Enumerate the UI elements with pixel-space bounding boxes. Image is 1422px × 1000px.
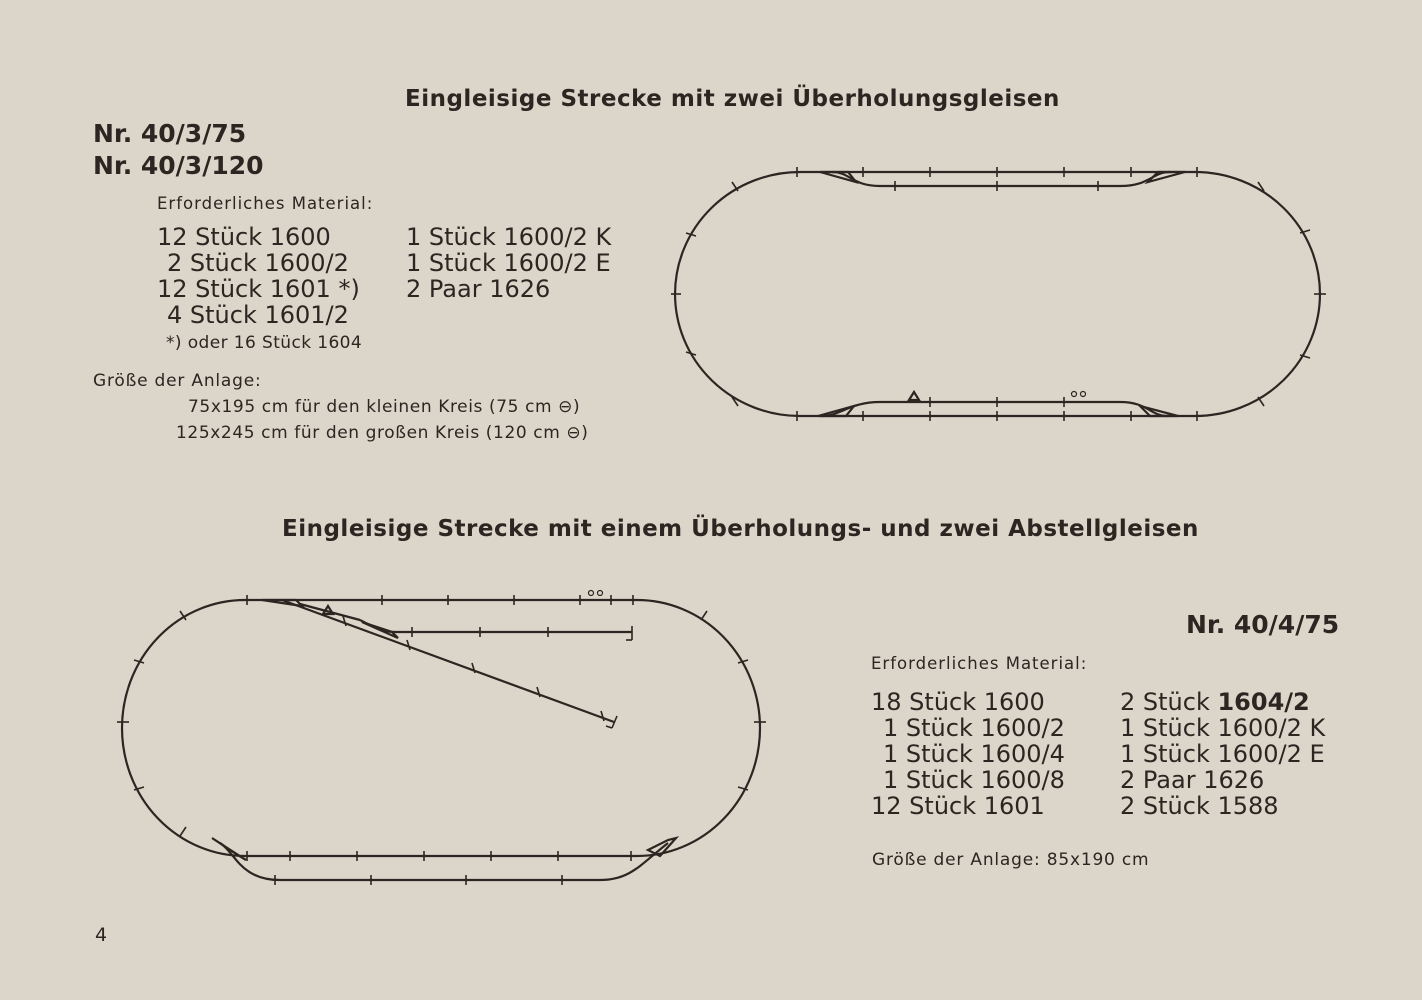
- material-item: 2 Stück 1604/2: [1120, 688, 1310, 716]
- material-item: 18 Stück 1600: [871, 688, 1045, 716]
- section2-nr: Nr. 40/4/75: [1186, 610, 1340, 639]
- material-item: 1 Stück 1600/2: [883, 714, 1065, 742]
- layout2-switch-bl: [212, 838, 246, 860]
- section2-material-label: Erforderliches Material:: [871, 654, 1088, 673]
- track-layout-1: [671, 167, 1326, 421]
- track-layout-2: [117, 591, 766, 886]
- material-item: 1 Stück 1600/4: [883, 740, 1065, 768]
- material-item: 2 Stück 1600/2: [167, 249, 349, 277]
- section1-nr-120: Nr. 40/3/120: [93, 151, 264, 180]
- page-number: 4: [95, 924, 108, 946]
- layout2-joints: [117, 595, 766, 885]
- material-item: 2 Paar 1626: [1120, 766, 1265, 794]
- layout2-contact-marker: [598, 591, 603, 596]
- material-item: 12 Stück 1601: [871, 792, 1045, 820]
- section2-title: Eingleisige Strecke mit einem Überholungs- und zwei Abstellgleisen: [282, 516, 1199, 542]
- layout2-contact-marker: [589, 591, 594, 596]
- layout2-storage-siding-2: [282, 600, 614, 722]
- layout1-siding-top: [832, 172, 1170, 186]
- material-item: 2 Paar 1626: [406, 275, 551, 303]
- material-item: 1 Stück 1600/8: [883, 766, 1065, 794]
- layout1-main-loop: [675, 172, 1320, 416]
- layout2-storage-siding-1: [360, 620, 632, 632]
- layout2-signal: [323, 606, 333, 614]
- material-item: 1 Stück 1600/2 K: [406, 223, 612, 251]
- section1-size-large: 125x245 cm für den großen Kreis (120 cm ⊖): [176, 423, 589, 443]
- layout1-switch-tr: [1148, 172, 1185, 182]
- section1-material-label: Erforderliches Material:: [157, 194, 374, 213]
- layout2-passing-siding: [220, 843, 668, 880]
- layout2-main-loop: [122, 600, 760, 856]
- section1-nr-75: Nr. 40/3/75: [93, 119, 247, 148]
- section1-size-small: 75x195 cm für den kleinen Kreis (75 cm ⊖): [188, 397, 581, 417]
- layout1-contact-marker: [1081, 392, 1086, 397]
- section1-title: Eingleisige Strecke mit zwei Überholungsgleisen: [405, 86, 1060, 112]
- layout1-contact-marker: [1072, 392, 1077, 397]
- material-item: 2 Stück 1588: [1120, 792, 1279, 820]
- material-item: 1 Stück 1600/2 E: [1120, 740, 1325, 768]
- material-item: 12 Stück 1601 *): [157, 275, 360, 303]
- section2-size-label: Größe der Anlage: 85x190 cm: [872, 850, 1150, 870]
- material-item: 1 Stück 1600/2 E: [406, 249, 611, 277]
- section1-size-label: Größe der Anlage:: [93, 371, 262, 391]
- layout1-joints: [671, 167, 1326, 421]
- layout1-siding-bottom: [822, 402, 1168, 416]
- material-item: 1 Stück 1600/2 K: [1120, 714, 1326, 742]
- section1-footnote: *) oder 16 Stück 1604: [166, 333, 363, 353]
- layout1-signal: [909, 392, 919, 400]
- layout2-switch-top: [262, 600, 302, 606]
- material-item: 4 Stück 1601/2: [167, 301, 349, 329]
- layout1-switch-bl: [818, 406, 854, 416]
- material-item: 12 Stück 1600: [157, 223, 331, 251]
